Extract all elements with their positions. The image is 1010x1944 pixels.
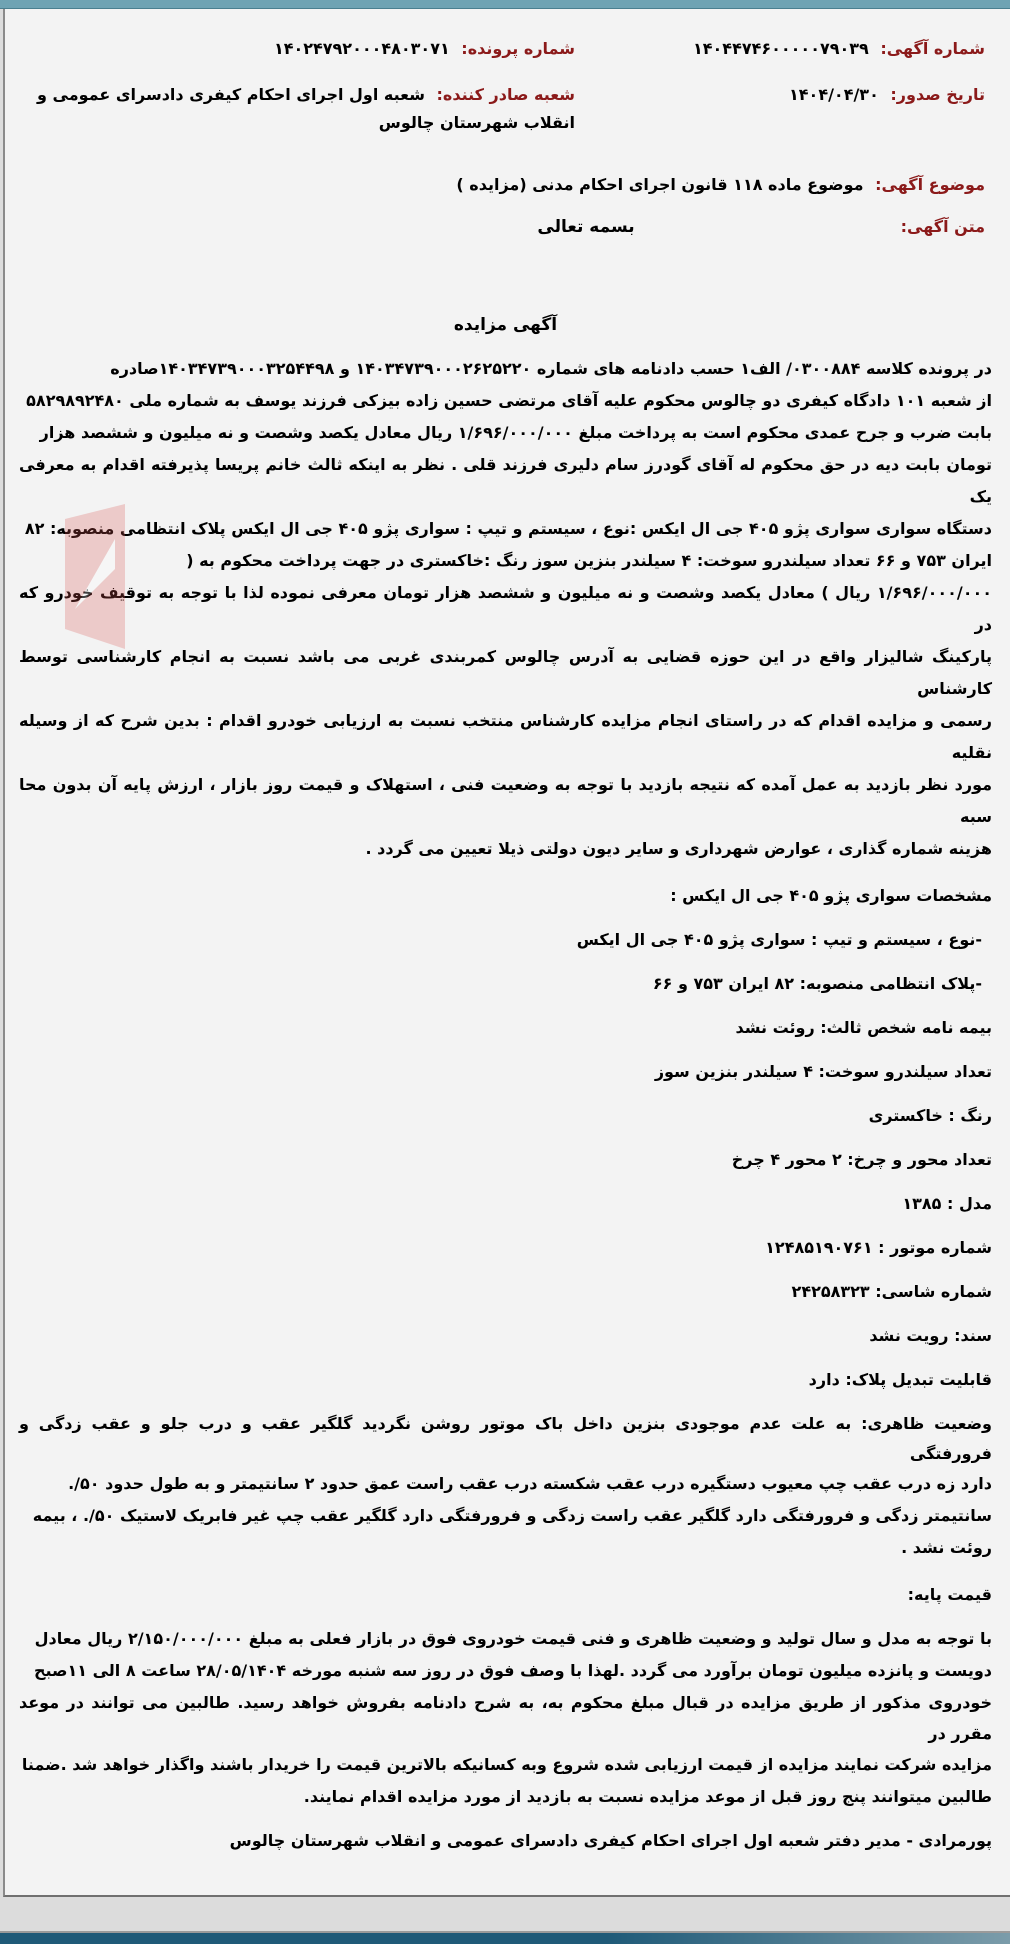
issuing-branch-label: شعبه صادر کننده:	[436, 85, 575, 104]
paragraph-line: در پرونده کلاسه ۰۳۰۰۸۸۴/ الف۱ حسب دادنامه های شماره ۱۴۰۳۴۷۳۹۰۰۰۲۶۲۵۲۲۰ و ۱۴۰۳۴۷۳۹۰۰۰۳۲۵۴۴۹۸صادره	[110, 359, 992, 378]
case-number-value: ۱۴۰۲۴۷۹۲۰۰۰۴۸۰۳۰۷۱	[273, 39, 450, 58]
paragraph-line: رسمی و مزایده اقدام که در راستای انجام مزایده کارشناس منتخب نسبت به ارزیابی خودرو اقدام : بدین شرح که از وسیله نقلیه	[19, 711, 992, 762]
paragraph-line: ایران ۷۵۳ و ۶۶ تعداد سیلندرو سوخت: ۴ سیلندر بنزین سوز رنگ :خاکستری در جهت پرداخت محکوم به (	[186, 551, 992, 570]
paragraph-line: مزایده شرکت نمایند مزایده از قیمت ارزیابی شده شروع وبه کسانیکه بالاترین قیمت را خریدار باشند واگذار خواهد شد .ضمنا	[21, 1755, 992, 1774]
price-paragraph	[19, 1623, 992, 1813]
notice-panel	[3, 9, 1010, 1897]
taskbar	[0, 1931, 1010, 1944]
subject-label: موضوع آگهی:	[875, 175, 985, 194]
spec-model: مدل : ۱۳۸۵	[902, 1194, 992, 1213]
paragraph-line: با توجه به مدل و سال تولید و وضعیت ظاهری و فنی قیمت خودروی فوق در بازار فعلی به مبلغ ۲/۱۵۰/۰۰۰/۰۰۰ ریال معادل	[34, 1629, 992, 1648]
signature-line: پورمرادی - مدیر دفتر شعبه اول اجرای احکام کیفری دادسرای عمومی و انقلاب شهرستان چالوس	[229, 1831, 992, 1850]
spec-document: سند: رویت نشد	[869, 1326, 992, 1345]
issuing-branch-field	[19, 81, 575, 137]
subject-value: موضوع ماده ۱۱۸ قانون اجرای احکام مدنی (مزایده )	[456, 175, 864, 194]
paragraph-line: از شعبه ۱۰۱ دادگاه کیفری دو چالوس محکوم علیه آقای مرتضی حسین زاده بیزکی فرزند یوسف به شماره ملی ۵۸۲۹۸۹۲۴۸۰	[26, 391, 992, 410]
intro-paragraph	[19, 353, 992, 865]
paragraph-line: طالبین میتوانند پنج روز قبل از موعد مزایده نسبت به بازدید از مورد مزایده اقدام نمایند.	[303, 1787, 992, 1806]
spec-type: -نوع ، سیستم و تیپ : سواری پژو ۴۰۵ جی ال ایکس	[576, 930, 982, 949]
spec-axles: تعداد محور و چرخ: ۲ محور ۴ چرخ	[731, 1150, 992, 1169]
spec-engine-number: شماره موتور : ۱۲۴۸۵۱۹۰۷۶۱	[765, 1238, 992, 1257]
case-number-field	[19, 35, 575, 63]
paragraph-line: هزینه شماره گذاری ، عوارض شهرداری و سایر دیون دولتی ذیلا تعیین می گردد .	[365, 839, 992, 858]
spec-plate: -پلاک انتظامی منصوبه: ۸۲ ایران ۷۵۳ و ۶۶	[652, 974, 982, 993]
paragraph-line: بابت ضرب و جرح عمدی محکوم است به پرداخت مبلغ ۱/۶۹۶/۰۰۰/۰۰۰ ریال معادل یکصد وشصت و نه میلیون و ششصد هزار	[39, 423, 992, 442]
spec-color: رنگ : خاکستری	[868, 1106, 992, 1125]
spec-chassis-number: شماره شاسی: ۲۴۲۵۸۳۲۳	[791, 1282, 992, 1301]
paragraph-line: وضعیت ظاهری: به علت عدم موجودی بنزین داخل باک موتور روشن نگردید گلگیر عقب و درب جلو و عقب زدگی و فرورفتگی	[19, 1414, 992, 1463]
condition-paragraph	[19, 1409, 992, 1565]
spec-insurance: بیمه نامه شخص ثالث: روئت نشد	[735, 1018, 992, 1037]
paragraph-line: ۱/۶۹۶/۰۰۰/۰۰۰ ریال ) معادل یکصد وشصت و نه میلیون و ششصد هزار تومان معرفی نموده لذا با توجه به توقیف خودرو که در	[19, 583, 992, 634]
paragraph-line: مورد نظر بازدید به عمل آمده که نتیجه بازدید با توجه به وضعیت فنی ، استهلاک و قیمت روز بازار ، ارزش پایه آن بدون محا سبه	[19, 775, 992, 826]
window-top-bar	[0, 0, 1010, 9]
spec-cylinders: تعداد سیلندرو سوخت: ۴ سیلندر بنزین سوز	[654, 1062, 992, 1081]
paragraph-line: پارکینگ شالیزار واقع در این حوزه قضایی به آدرس چالوس کمربندی غربی می باشد نسبت به انجام کارشناسی توسط کارشناس	[19, 647, 992, 698]
paragraph-line: دویست و پانزده میلیون تومان برآورد می گردد .لهذا با وصف فوق در روز سه شنبه مورخه ۲۸/۰۵/۱۴۰۴ ساعت ۸ الی ۱۱صبح	[33, 1661, 992, 1680]
spec-heading: مشخصات سواری پژو ۴۰۵ جی ال ایکس :	[670, 886, 992, 905]
issuing-branch-value: شعبه اول اجرای احکام کیفری دادسرای عمومی و انقلاب شهرستان چالوس	[37, 85, 575, 132]
notice-number-value: ۱۴۰۴۴۷۴۶۰۰۰۰۰۷۹۰۳۹	[693, 39, 869, 58]
paragraph-line: سانتیمتر زدگی و فرورفتگی دارد گلگیر عقب راست زدگی و فرورفتگی دارد گلگیر عقب چپ غیر فابریک لاستیک ۵۰/. ، بیمه	[32, 1506, 992, 1525]
opening-phrase: بسمه تعالی	[537, 217, 635, 237]
subject-field	[19, 171, 992, 199]
notice-number-label: شماره آگهی:	[880, 39, 985, 58]
paragraph-line: دستگاه سواری سواری پژو ۴۰۵ جی ال ایکس :نوع ، سیستم و تیپ : سواری پژو ۴۰۵ جی ال ایکس پلاک انتظامی منصوبه: ۸۲	[24, 519, 992, 538]
paragraph-line: دارد زه درب عقب چپ معیوب دستگیره درب عقب شکسته درب عقب راست عمق حدود ۲ سانتیمتر و به طول حدود ۵۰/.	[68, 1474, 992, 1493]
paragraph-line: تومان بابت دیه در حق محکوم له آقای گودرز سام دلیری فرزند قلی . نظر به اینکه ثالث خانم پریسا پذیرفته اقدام به معرفی یک	[19, 455, 992, 506]
base-price-label: قیمت پایه:	[907, 1585, 992, 1604]
notice-text-row	[19, 213, 992, 241]
spec-plate-transfer: قابلیت تبدیل پلاک: دارد	[808, 1370, 992, 1389]
paragraph-line: خودروی مذکور از طریق مزایده در قبال مبلغ محکوم به، به شرح دادنامه بفروش خواهد رسید. طالبین می توانند در موعد مقرر در	[19, 1693, 992, 1743]
notice-number-field	[595, 35, 985, 63]
paragraph-line: روئت نشد .	[901, 1538, 992, 1557]
notice-header	[19, 35, 992, 137]
vehicle-specs	[19, 881, 992, 1395]
issue-date-label: تاریخ صدور:	[890, 85, 985, 104]
issue-date-value: ۱۴۰۴/۰۴/۳۰	[789, 85, 879, 104]
case-number-label: شماره پرونده:	[461, 39, 575, 58]
issue-date-field	[595, 81, 985, 137]
window-footer-area	[0, 1897, 1010, 1931]
notice-text-label: متن آگهی:	[900, 217, 985, 236]
auction-title: آگهی مزایده	[453, 315, 558, 335]
